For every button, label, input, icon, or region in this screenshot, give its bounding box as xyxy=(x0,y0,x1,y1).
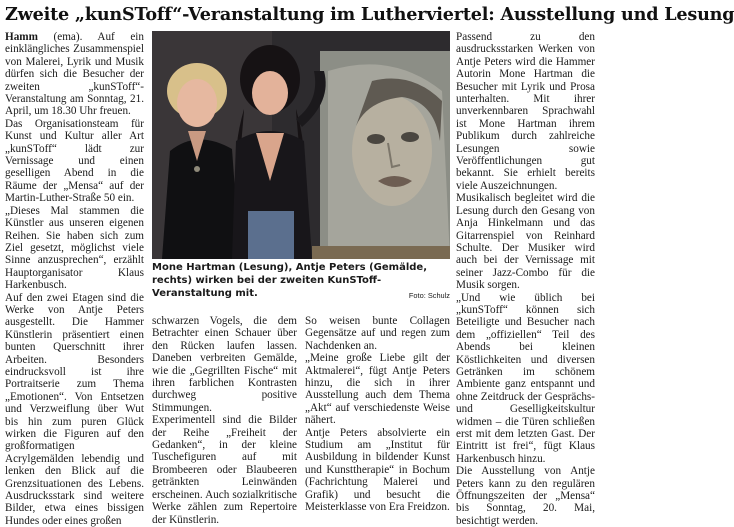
dateline: Hamm xyxy=(5,31,38,43)
lead-text: Auf ein einklängliches Zusammenspiel von Malerei, Lyrik und Musik dürfen sich die Besucher der zweiten „kunSToff“-Veranstaltung am Sonntag, 21. April, um 18.30 Uhr freuen. xyxy=(5,31,145,118)
lead-paragraph xyxy=(5,31,144,118)
article-column-4 xyxy=(456,31,595,527)
paragraph: „Und wie üblich bei „kunSToff“ können sich Beteiligte und Besucher nach dem „offiziellen“ Teil des Abends bei kleinen Köstlichkeiten und diversen Getränken im schönem Ambiente ganz entspannt und ohne Zeitdruck der Gesprächs- und Geselligkeitskultur widmen – die Türen schließen erst mit dem letzten Gast. Der Eintritt ist frei“, fügt Klaus Harkenbusch hinzu. xyxy=(456,291,595,465)
paragraph: Passend zu den ausdrucksstarken Werken von Antje Peters wird die Hammer Autorin Mone Hartman die Besucher mit Lyrik und Prosa unterhalten. Mit ihrer unverkennbaren Sprachwahl ist Mone Hartman ihrem Publikum durch zahlreiche Lesungen sowie Veröffentlichungen gut bekannt. Sie erhielt bereits viele Auszeichnungen. xyxy=(456,31,595,192)
paragraph: Experimentell sind die Bilder der Reihe „Freiheit der Gedanken“, in der kleine Tuschefiguren auf mit Brombeeren oder Blaubeeren getränkten Leinwänden erscheinen. Auch sozialkritische Werke zählen zum Repertoire der Künstlerin. xyxy=(152,414,297,526)
paragraph: Antje Peters absolvierte ein Studium am „Institut für Ausbildung in bildender Kunst und Kunsttherapie“ in Bochum (Fachrichtung Malerei und Grafik) und besucht die Meisterklasse von Era Freidzon. xyxy=(305,426,450,514)
caption-text: Mone Hartman (Lesung), Antje Peters (Gemälde, rechts) wirken bei der zweiten KunSToff-Veranstaltung mit. xyxy=(152,262,427,299)
article-headline: Zweite „kunSToff“-Veranstaltung im Lutherviertel: Ausstellung und Lesung xyxy=(5,4,734,25)
paragraph: schwarzen Vogels, die dem Betrachter einen Schauer über den Rücken laufen lassen. Daneben verbreiten Gemälde, wie die „Gegrillten Fische“ mit ihren farblichen Kontrasten durchweg positive Stimmungen. xyxy=(152,315,297,414)
paragraph: „Meine große Liebe gilt der Aktmalerei“, fügt Antje Peters hinzu, die sich in ihrer Ausstellung auch dem Thema „Akt“ auf verschiedenste Weise nähert. xyxy=(305,352,450,427)
paragraph: „Dieses Mal stammen die Künstler aus unseren eigenen Reihen. Sie haben sich zum Ziel gesetzt, möglichst viele Sinne anzusprechen“, erzählt Hauptorganisator Klaus Harkenbusch. xyxy=(5,204,144,292)
paragraph: Das Organisationsteam für Kunst und Kultur aller Art „kunSToff“ lädt zur Vernissage und einen geselligen Abend in die Räume der „Mensa“ auf der Martin-Luther-Straße 50 ein. xyxy=(5,117,144,205)
article-photo xyxy=(152,31,450,259)
article-column-1 xyxy=(5,31,145,527)
photo-credit: Foto: Schulz xyxy=(408,291,450,300)
article-column-2 xyxy=(152,315,297,526)
photo-caption xyxy=(152,261,450,311)
paragraph: So weisen bunte Collagen Gegensätze auf und regen zum Nachdenken an. xyxy=(305,315,450,352)
paragraph: Auf den zwei Etagen sind die Werke von Antje Peters ausgestellt. Die Hammer Künstlerin präsentiert einen bunten Querschnitt ihrer Arbeiten. Besonders eindrucksvoll ist ihre Portraitserie zum Thema „Emotionen“. Von Entsetzen und Verzweiflung über Wut bis hin zum puren Glück wirken die Figuren auf den großformatigen Acrylgemälden lebendig und lenken den Blick auf die Grenzsituationen des Lebens. Ausdrucksstark sind weitere Bilder, etwa eines bissigen Hundes oder eines großen xyxy=(5,291,144,527)
author-tag: (ema). xyxy=(37,31,83,43)
paragraph: Musikalisch begleitet wird die Lesung durch den Gesang von Anja Hinkelmann und das Gitarrenspiel von Reinhard Schulte. Der Musiker wird auch bei der Vernissage mit seiner Jazz-Combo für die Musik sorgen. xyxy=(456,192,595,292)
paragraph: Die Ausstellung von Antje Peters kann zu den regulären Öffnungszeiten der „Mensa“ bis Sonntag, 20. Mai, besichtigt werden. xyxy=(456,465,595,527)
photo-illustration xyxy=(152,31,450,259)
article-column-3 xyxy=(305,315,450,514)
